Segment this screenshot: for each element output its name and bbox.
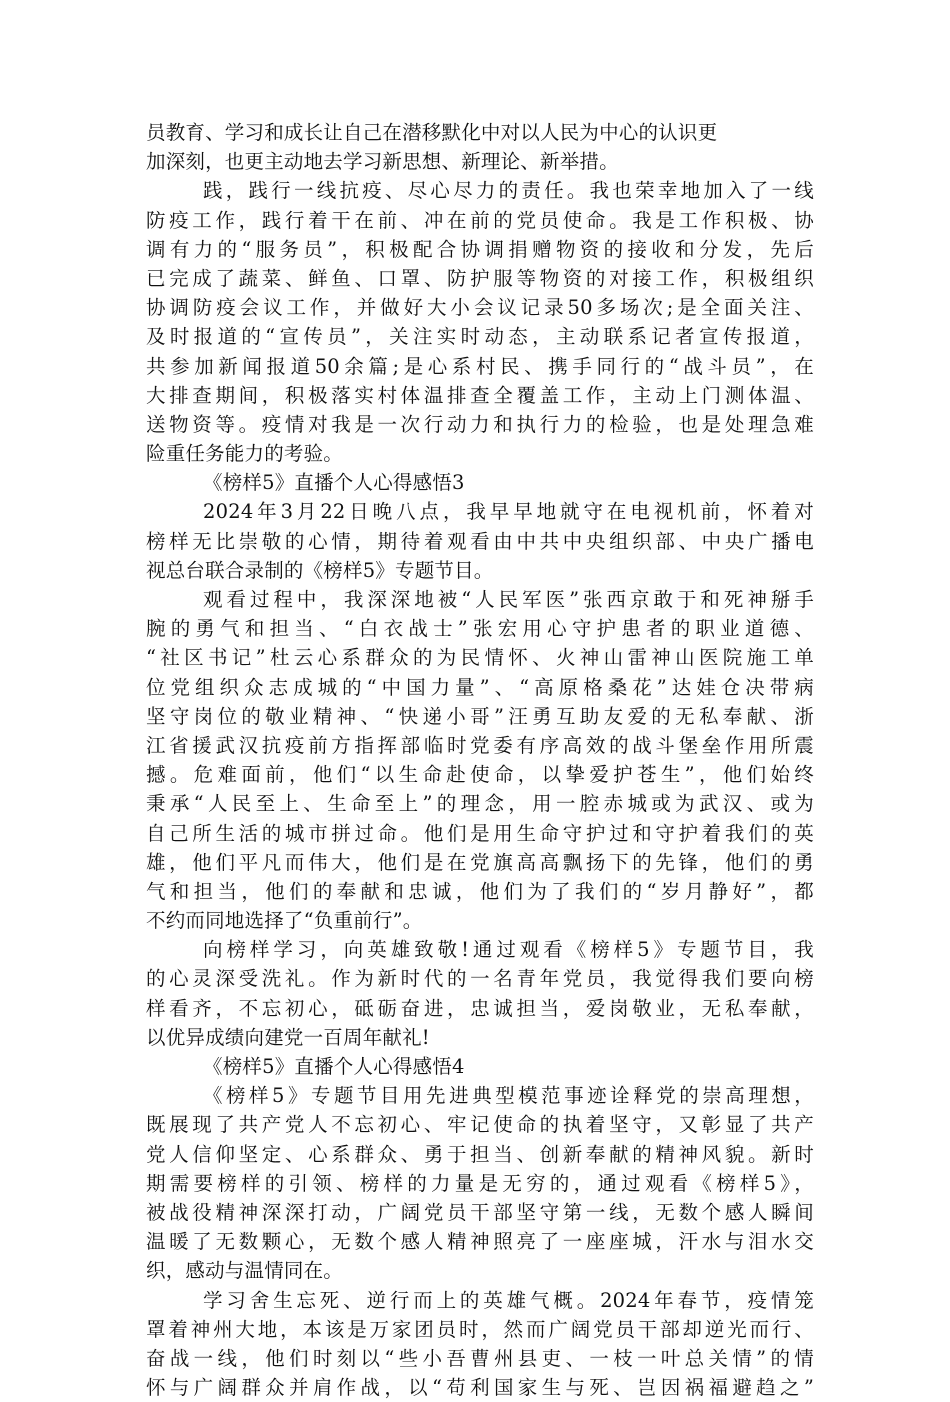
body-text-line: 罩着神州大地，本该是万家团员时，然而广阔党员干部却逆光而行、 bbox=[146, 1317, 814, 1341]
body-text-line: 协调防疫会议工作，并做好大小会议记录50多场次;是全面关注、 bbox=[146, 296, 814, 320]
body-text-line: 期需要榜样的引领、榜样的力量是无穷的，通过观看《榜样5》， bbox=[146, 1171, 814, 1195]
body-text-line: 防疫工作，践行着干在前、冲在前的党员使命。我是工作积极、协 bbox=[146, 208, 814, 232]
body-text-line: 奋战一线，他们时刻以“些小吾曹州县吏、一枝一叶总关情”的情 bbox=[146, 1346, 814, 1370]
body-text-line: 雄，他们平凡而伟大，他们是在党旗高高飘扬下的先锋，他们的勇 bbox=[146, 850, 814, 874]
body-text-line: “社区书记”杜云心系群众的为民情怀、火神山雷神山医院施工单 bbox=[146, 646, 814, 670]
body-text-line: 气和担当，他们的奉献和忠诚，他们为了我们的“岁月静好”，都 bbox=[146, 879, 814, 903]
body-text-line: 2024年3月22日晚八点，我早早地就守在电视机前，怀着对 bbox=[203, 500, 814, 524]
body-text-line: 秉承“人民至上、生命至上”的理念，用一腔赤城或为武汉、或为 bbox=[146, 792, 814, 816]
body-text-line: 腕的勇气和担当、“白衣战士”张宏用心守护患者的职业道德、 bbox=[146, 617, 814, 641]
body-text-line: 大排查期间，积极落实村体温排查全覆盖工作，主动上门测体温、 bbox=[146, 383, 814, 407]
body-text-line: 自己所生活的城市拼过命。他们是用生命守护过和守护着我们的英 bbox=[146, 821, 814, 845]
body-text-line: 既展现了共产党人不忘初心、牢记使命的执着坚守，又彰显了共产 bbox=[146, 1113, 814, 1137]
body-text-line: 向榜样学习，向英雄致敬!通过观看《榜样5》专题节目，我 bbox=[203, 938, 814, 962]
body-text-line: 员教育、学习和成长让自己在潜移默化中对以人民为中心的认识更 bbox=[146, 121, 718, 144]
body-text-line: 撼。危难面前，他们“以生命赴使命，以挚爱护苍生”，他们始终 bbox=[146, 763, 814, 787]
body-text-line: 被战役精神深深打动，广阔党员干部坚守第一线，无数个感人瞬间 bbox=[146, 1200, 814, 1224]
body-text-line: 织，感动与温情同在。 bbox=[146, 1259, 344, 1283]
body-text-line: 视总台联合录制的《榜样5》专题节目。 bbox=[146, 558, 494, 582]
body-text-line: 险重任务能力的考验。 bbox=[146, 442, 344, 466]
body-text-line: 江省援武汉抗疫前方指挥部临时党委有序高效的战斗堡垒作用所震 bbox=[146, 733, 814, 757]
body-text-line: 《榜样5》专题节目用先进典型模范事迹诠释党的崇高理想， bbox=[203, 1084, 814, 1108]
body-text-line: 怀与广阔群众并肩作战，以“苟利国家生与死、岂因祸福避趋之” bbox=[146, 1376, 814, 1400]
body-text-line: 及时报道的“宣传员”，关注实时动态，主动联系记者宣传报道， bbox=[146, 325, 814, 349]
body-text-line: 坚守岗位的敬业精神、“快递小哥”汪勇互助友爱的无私奉献、浙 bbox=[146, 704, 814, 728]
body-text-line: 以优异成绩向建党一百周年献礼! bbox=[146, 1025, 430, 1049]
body-text-line: 温暖了无数颗心，无数个感人精神照亮了一座座城，汗水与泪水交 bbox=[146, 1230, 814, 1254]
section-heading: 《榜样5》直播个人心得感悟4 bbox=[203, 1055, 465, 1078]
body-text-line: 观看过程中，我深深地被“人民军医”张西京敢于和死神掰手 bbox=[203, 588, 814, 611]
body-text-line: 榜样无比崇敬的心情，期待着观看由中共中央组织部、中央广播电 bbox=[146, 529, 814, 553]
section-heading: 《榜样5》直播个人心得感悟3 bbox=[203, 471, 465, 495]
document-page bbox=[146, 118, 814, 1402]
body-text-line: 不约而同地选择了“负重前行”。 bbox=[146, 909, 423, 933]
body-text-line: 的心灵深受洗礼。作为新时代的一名青年党员，我觉得我们要向榜 bbox=[146, 967, 814, 991]
body-text-line: 已完成了蔬菜、鲜鱼、口罩、防护服等物资的对接工作，积极组织 bbox=[146, 266, 814, 290]
body-text-line: 送物资等。疫情对我是一次行动力和执行力的检验，也是处理急难 bbox=[146, 412, 814, 436]
body-text-line: 位党组织众志成城的“中国力量”、“高原格桑花”达娃仓决带病 bbox=[146, 675, 814, 699]
body-text-line: 共参加新闻报道50余篇;是心系村民、携手同行的“战斗员”，在 bbox=[146, 354, 814, 378]
body-text-line: 党人信仰坚定、心系群众、勇于担当、创新奉献的精神风貌。新时 bbox=[146, 1142, 814, 1166]
body-text-line: 践，践行一线抗疫、尽心尽力的责任。我也荣幸地加入了一线 bbox=[203, 179, 814, 203]
body-text-line: 学习舍生忘死、逆行而上的英雄气概。2024年春节，疫情笼 bbox=[203, 1288, 814, 1312]
body-text-line: 加深刻，也更主动地去学习新思想、新理论、新举措。 bbox=[146, 150, 619, 174]
body-text-line: 样看齐，不忘初心，砥砺奋进，忠诚担当，爱岗敬业，无私奉献， bbox=[146, 996, 814, 1020]
body-text-line: 调有力的“服务员”，积极配合协调捐赠物资的接收和分发，先后 bbox=[146, 237, 814, 261]
